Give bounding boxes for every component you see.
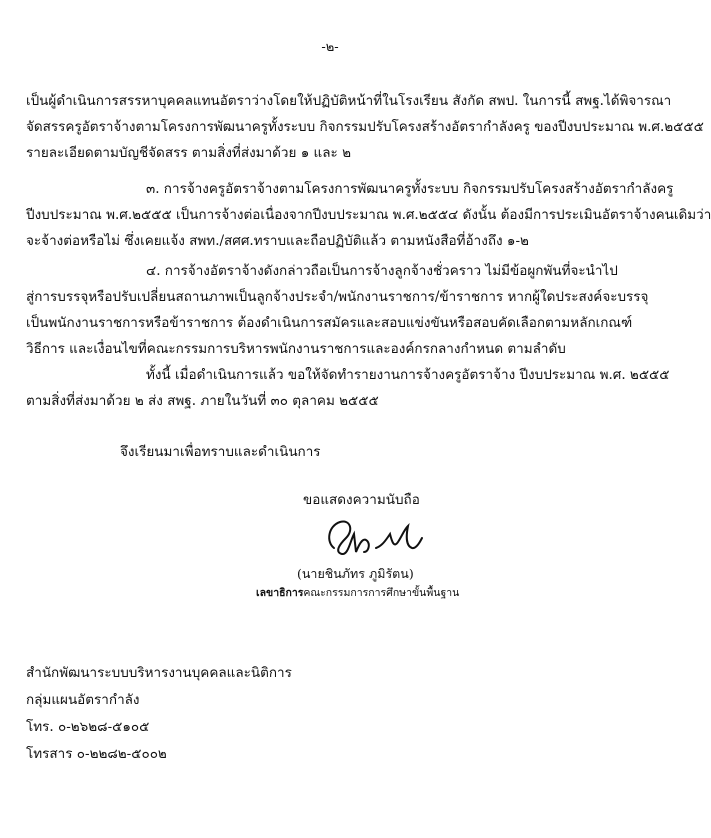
footer-contact bbox=[26, 660, 292, 768]
text-line: ๔. การจ้างอัตราจ้างดังกล่าวถือเป็นการจ้างลูกจ้างชั่วคราว ไม่มีข้อผูกพันที่จะนำไป bbox=[146, 263, 618, 279]
text-line: เป็นพนักงานราชการหรือข้าราชการ ต้องดำเนินการสมัครและสอบแข่งขันหรือสอบคัดเลือกตามหลักเกณฑ์ bbox=[26, 315, 633, 331]
paragraph-item-3 bbox=[26, 176, 711, 254]
signer-name: (นายชินภัทร ภูมิรัตน) bbox=[297, 566, 414, 581]
footer-phone: โทร. ๐-๒๖๒๘-๕๑๐๕ bbox=[26, 719, 150, 735]
text-line: จัดสรรครูอัตราจ้างตามโครงการพัฒนาครูทั้งระบบ กิจกรรมปรับโครงสร้างอัตรากำลังครู ของปีงบประมาณ พ.ศ.๒๕๕๕ bbox=[26, 119, 704, 135]
handwritten-signature bbox=[320, 512, 430, 562]
page-number: -๒- bbox=[321, 40, 339, 55]
paragraph-item-4 bbox=[26, 258, 649, 362]
text-line: ทั้งนี้ เมื่อดำเนินการแล้ว ขอให้จัดทำรายงานการจ้างครูอัตราจ้าง ปีงบประมาณ พ.ศ. ๒๕๕๕ bbox=[146, 367, 670, 383]
closing-line: จึงเรียนมาเพื่อทราบและดำเนินการ bbox=[120, 444, 321, 460]
text-line: ปีงบประมาณ พ.ศ.๒๕๕๕ เป็นการจ้างต่อเนื่องจากปีงบประมาณ พ.ศ.๒๕๕๔ ดังนั้น ต้องมีการประเมินอัตราจ้างคนเดิมว่า bbox=[26, 207, 711, 223]
signer-title-rest: คณะกรรมการการศึกษาขั้นพื้นฐาน bbox=[303, 587, 460, 599]
text-line: วิธีการ และเงื่อนไขที่คณะกรรมการบริหารพนักงานราชการและองค์กรกลางกำหนด ตามลำดับ bbox=[26, 341, 566, 357]
footer-office: สำนักพัฒนาระบบบริหารงานบุคคลและนิติการ bbox=[26, 665, 292, 681]
paragraph-allocation bbox=[26, 88, 704, 166]
footer-group: กลุ่มแผนอัตรากำลัง bbox=[26, 692, 140, 708]
text-line: รายละเอียดตามบัญชีจัดสรร ตามสิ่งที่ส่งมาด้วย ๑ และ ๒ bbox=[26, 145, 351, 161]
signer-title bbox=[256, 584, 459, 601]
text-line: ตามสิ่งที่ส่งมาด้วย ๒ ส่ง สพฐ. ภายในวันที่ ๓๐ ตุลาคม ๒๕๕๕ bbox=[26, 393, 379, 409]
text-line: เป็นผู้ดำเนินการสรรหาบุคคลแทนอัตราว่างโดยให้ปฏิบัติหน้าที่ในโรงเรียน สังกัด สพป. ในการนี้ สพฐ.ได้พิจารณา bbox=[26, 93, 672, 109]
regards-line: ขอแสดงความนับถือ bbox=[303, 492, 420, 508]
footer-fax: โทรสาร ๐-๒๒๘๒-๕๐๐๒ bbox=[26, 746, 167, 762]
text-line: จะจ้างต่อหรือไม่ ซึ่งเคยแจ้ง สพท./สศศ.ทราบและถือปฏิบัติแล้ว ตามหนังสือที่อ้างถึง ๑-๒ bbox=[26, 233, 529, 249]
paragraph-report-request bbox=[26, 362, 670, 414]
signer-title-bold: เลขาธิการ bbox=[256, 587, 304, 599]
text-line: ๓. การจ้างครูอัตราจ้างตามโครงการพัฒนาครูทั้งระบบ กิจกรรมปรับโครงสร้างอัตรากำลังครู bbox=[146, 181, 674, 197]
text-line: สู่การบรรจุหรือปรับเปลี่ยนสถานภาพเป็นลูกจ้างประจำ/พนักงานราชการ/ข้าราชการ หากผู้ใดประสงค์จะบรรจุ bbox=[26, 289, 649, 305]
